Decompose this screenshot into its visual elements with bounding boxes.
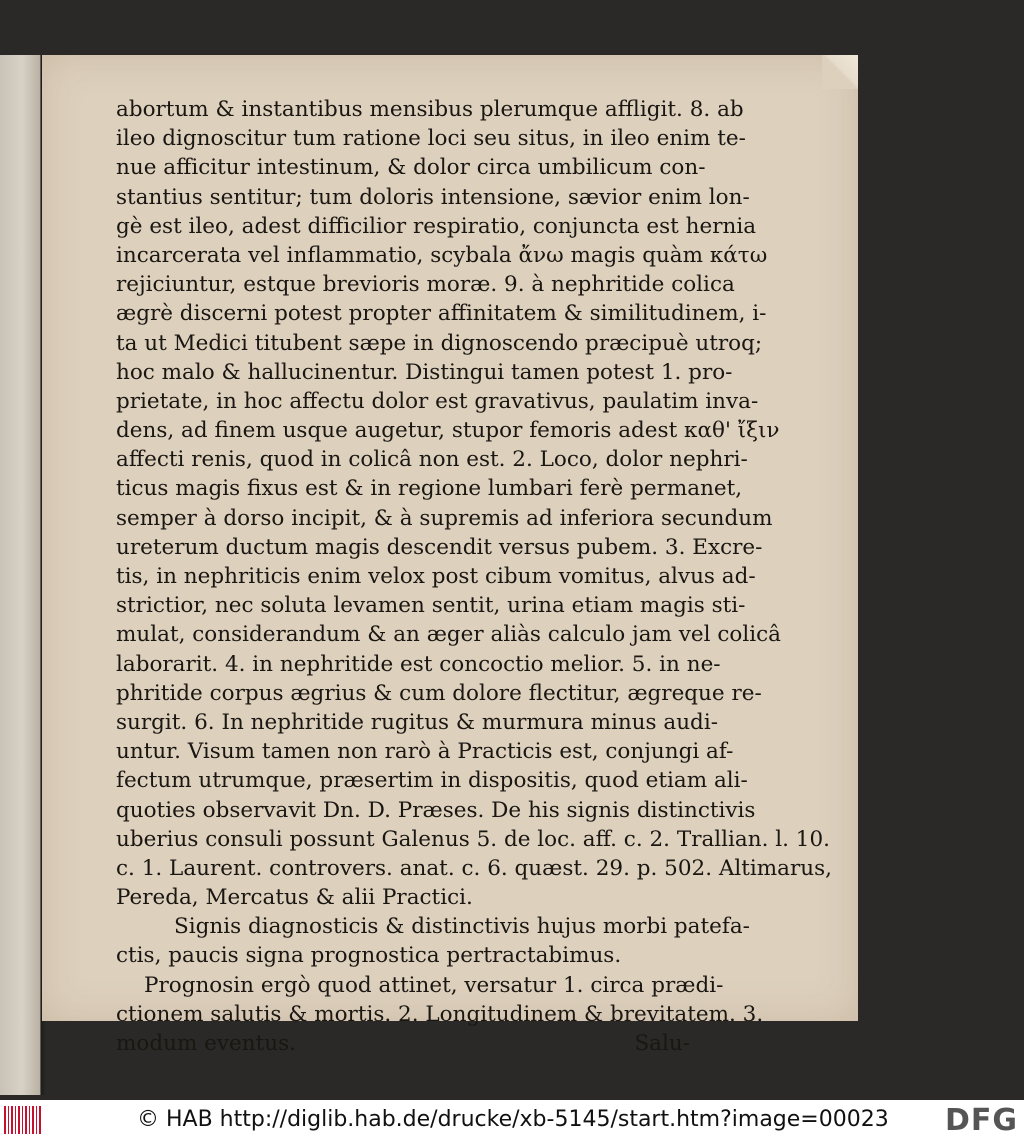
text-line: affecti renis, quod in colicâ non est. 2. Loco, dolor nephri- <box>116 447 748 473</box>
barcode-icon <box>4 1106 42 1134</box>
text-line: phritide corpus ægrius & cum dolore flectitur, ægreque re- <box>116 680 762 706</box>
text-line: rejiciuntur, estque brevioris moræ. 9. à nephritide colica <box>116 272 735 298</box>
catchword: Salu- <box>634 1031 690 1056</box>
text-line: Prognosin ergò quod attinet, versatur 1. circa prædi- <box>144 972 724 998</box>
text-line: prietate, in hoc affectu dolor est gravativus, paulatim inva- <box>116 388 759 414</box>
text-line: Signis diagnosticis & distinctivis hujus morbi patefa- <box>174 914 750 940</box>
text-line: ctionem salutis & mortis. 2. Longitudinem & brevitatem. 3. <box>116 1001 764 1027</box>
text-line: gè est ileo, adest difficilior respiratio, conjuncta est hernia <box>116 213 757 239</box>
text-line: nue afficitur intestinum, & dolor circa umbilicum con- <box>116 155 706 181</box>
page-text <box>116 95 832 1058</box>
text-line: laborarit. 4. in nephritide est concoctio melior. 5. in ne- <box>116 651 721 677</box>
text-line: ticus magis fixus est & in regione lumbari ferè permanet, <box>116 476 743 502</box>
book-page <box>42 55 858 1056</box>
text-line: strictior, nec soluta levamen sentit, urina etiam magis sti- <box>116 593 746 619</box>
text-line: fectum utrumque, præsertim in dispositis, quod etiam ali- <box>116 768 748 794</box>
text-line: quoties observavit Dn. D. Præses. De his signis distinctivis <box>116 797 756 823</box>
text-line: surgit. 6. In nephritide rugitus & murmura minus audi- <box>116 709 718 735</box>
page-corner <box>822 55 858 89</box>
text-line: stantius sentitur; tum doloris intensione, sævior enim lon- <box>116 184 750 210</box>
text-line: semper à dorso incipit, & à supremis ad inferiora secundum <box>116 505 773 531</box>
text-line: ileo dignoscitur tum ratione loci seu situs, in ileo enim te- <box>116 126 746 152</box>
text-line: ctis, paucis signa prognostica pertractabimus. <box>116 943 622 969</box>
text-line <box>116 1029 690 1058</box>
text-line: mulat, considerandum & an æger aliàs calculo jam vel colicâ <box>116 622 781 648</box>
text-line-end: modum eventus. <box>116 1031 296 1056</box>
adjacent-page-edge <box>0 55 41 1095</box>
text-line: ta ut Medici titubent sæpe in dignoscendo præcipuè utroq; <box>116 330 763 356</box>
dfg-logo: DFG <box>944 1103 1018 1138</box>
text-line: untur. Visum tamen non rarò à Practicis est, conjungi af- <box>116 739 734 765</box>
footer-bar <box>0 1100 1024 1139</box>
text-line: abortum & instantibus mensibus plerumque affligit. 8. ab <box>116 97 744 122</box>
text-line: hoc malo & hallucinentur. Distingui tamen potest 1. pro- <box>116 359 733 385</box>
text-line: uberius consuli possunt Galenus 5. de loc. aff. c. 2. Trallian. l. 10. <box>116 826 830 852</box>
text-line: ægrè discerni potest propter affinitatem & similitudinem, i- <box>116 301 767 327</box>
text-line: ureterum ductum magis descendit versus pubem. 3. Excre- <box>116 534 763 560</box>
text-line: Pereda, Mercatus & alii Practici. <box>116 885 473 911</box>
text-line: tis, in nephriticis enim velox post cibum vomitus, alvus ad- <box>116 564 756 589</box>
text-line: incarcerata vel inflammatio, scybala ἄνω magis quàm κάτω <box>116 242 768 268</box>
text-line: dens, ad finem usque augetur, stupor femoris adest καθ' ἴξιν <box>116 418 780 444</box>
text-line: c. 1. Laurent. controvers. anat. c. 6. quæst. 29. p. 502. Altimarus, <box>116 855 832 881</box>
copyright-link[interactable]: © HAB http://diglib.hab.de/drucke/xb-5145/start.htm?image=00023 <box>137 1107 889 1132</box>
